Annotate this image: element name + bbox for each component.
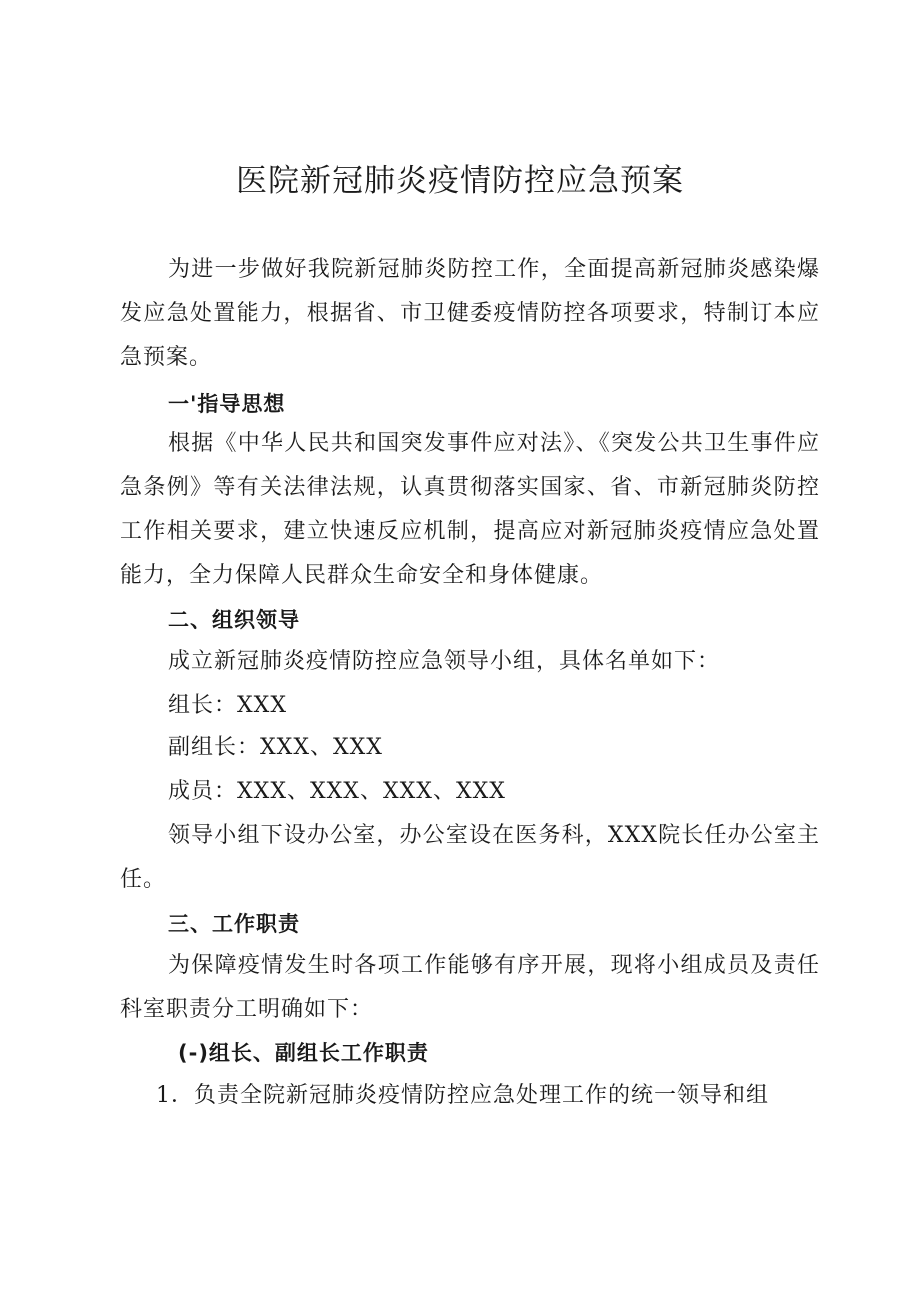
office-paragraph: 领导小组下设办公室，办公室设在医务科，XXX院长任办公室主任。 <box>120 823 820 892</box>
section1-heading: 一'指导思想 <box>168 392 286 416</box>
section2-intro: 成立新冠肺炎疫情防控应急领导小组，具体名单如下： <box>168 649 721 674</box>
group-members: 成员：XXX、XXX、XXX、XXX <box>168 779 506 804</box>
group-deputy: 副组长：XXX、XXX <box>168 735 383 760</box>
section2-heading: 二、组织领导 <box>168 608 300 632</box>
section3-heading: 三、工作职责 <box>168 912 300 936</box>
section3-intro: 为保障疫情发生时各项工作能够有序开展，现将小组成员及责任科室职责分工明确如下： <box>120 953 820 1022</box>
section1-body: 根据《中华人民共和国突发事件应对法》、《突发公共卫生事件应急条例》等有关法律法规，认真贯彻落实国家、省、市新冠肺炎防控工作相关要求，建立快速反应机制，提高应对新冠肺炎疫情应急处置能力，全力保障人民群众生命安全和身体健康。 <box>120 431 820 588</box>
group-leader: 组长：XXX <box>168 693 287 718</box>
document-title: 医院新冠肺炎疫情防控应急预案 <box>236 163 684 199</box>
section3-subheading: (-)组长、副组长工作职责 <box>178 1041 429 1065</box>
intro-paragraph: 为进一步做好我院新冠肺炎防控工作，全面提高新冠肺炎感染爆发应急处置能力，根据省、市卫健委疫情防控各项要求，特制订本应急预案。 <box>120 257 820 370</box>
duty-item-1: 1．负责全院新冠肺炎疫情防控应急处理工作的统一领导和组 <box>156 1083 769 1108</box>
